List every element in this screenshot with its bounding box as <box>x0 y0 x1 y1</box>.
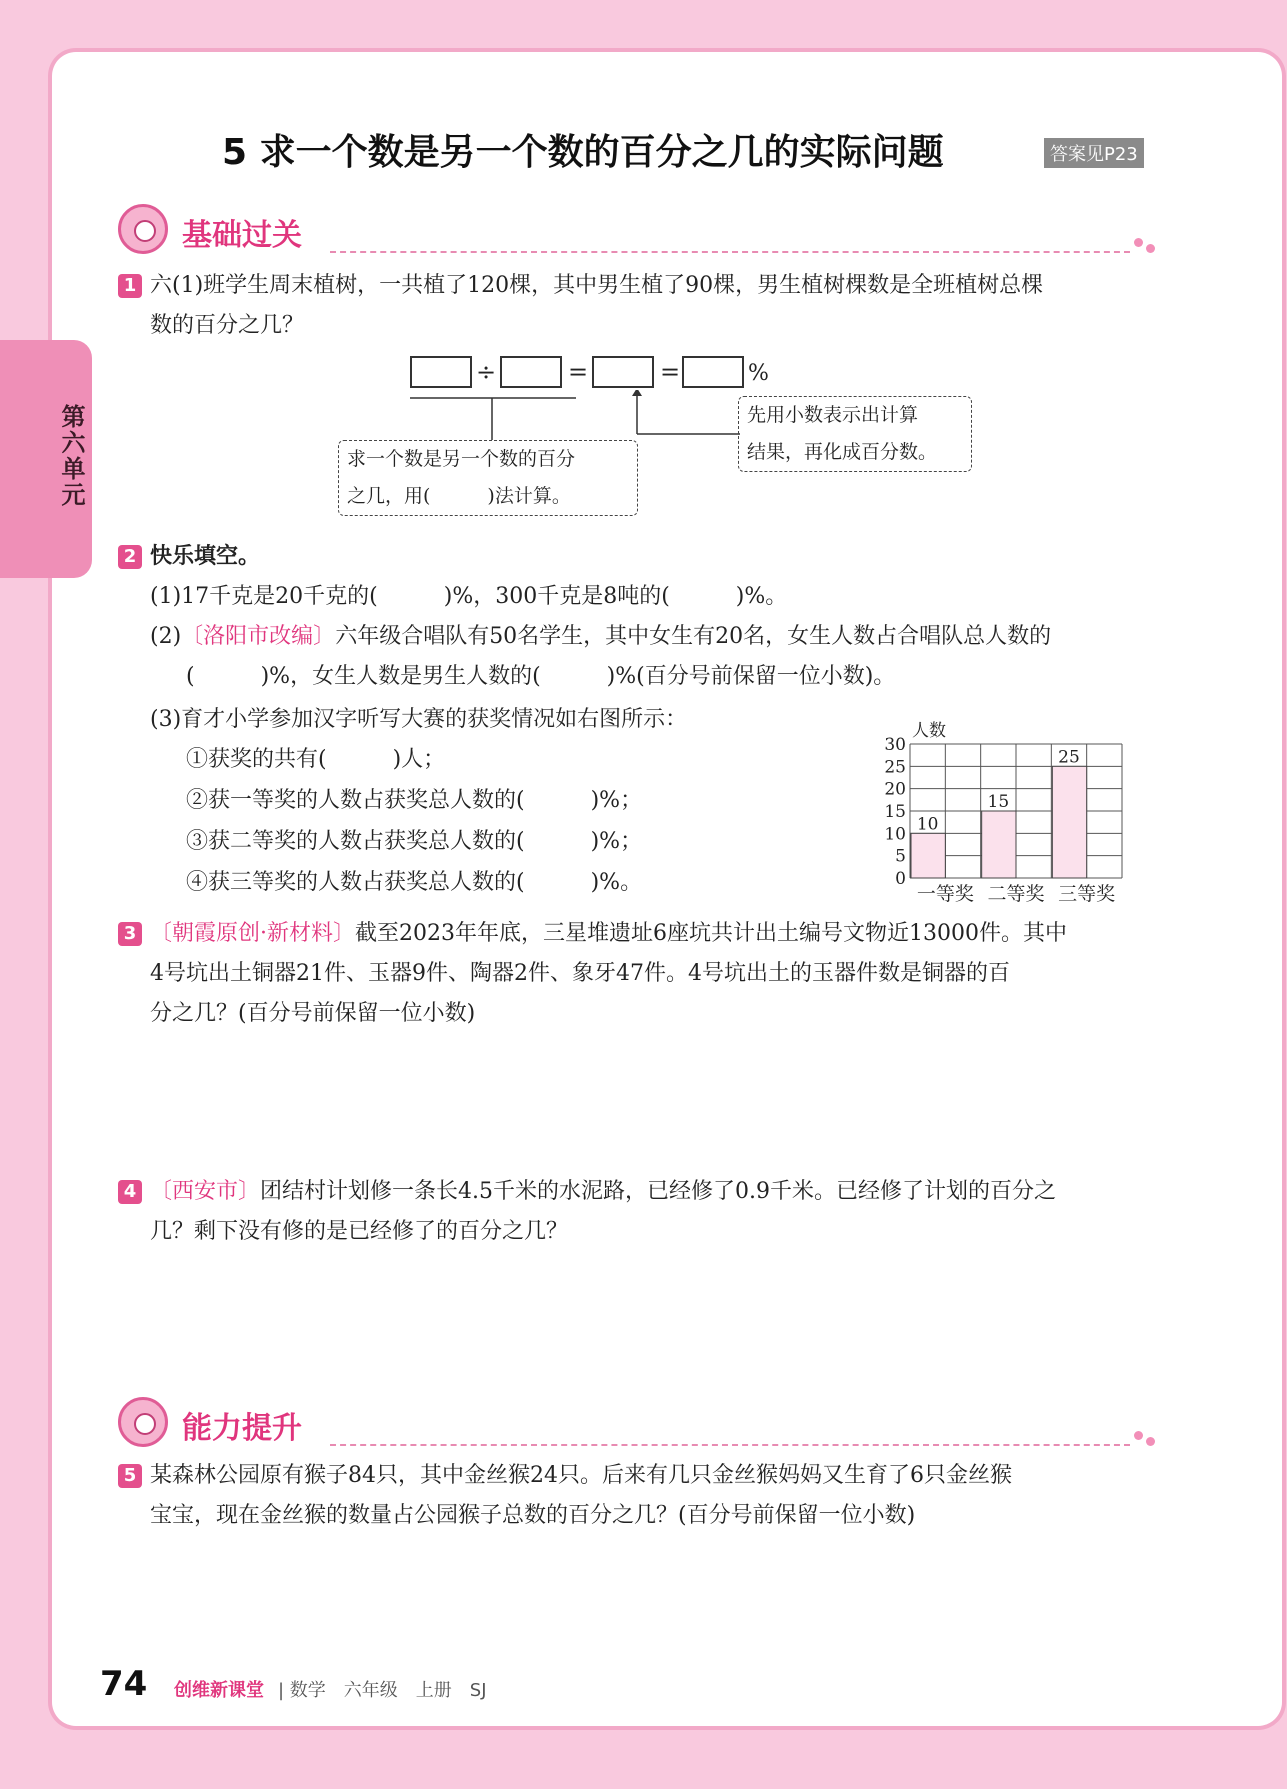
q2-part3-c: ③获二等奖的人数占获奖总人数的( )%； <box>186 829 643 854</box>
category-label: 二等奖 <box>987 883 1045 905</box>
source-tag: 〔朝霞原创·新材料〕 <box>150 921 355 946</box>
q2-part2-prefix: (2) <box>150 624 182 649</box>
q2-part3: (3)育才小学参加汉字听写大赛的获奖情况如右图所示： <box>150 707 688 732</box>
page-title: 5 求一个数是另一个数的百分之几的实际问题 <box>222 132 944 173</box>
hint-right-line2: 结果，再化成百分数。 <box>747 441 938 463</box>
bar-data-label: 25 <box>1058 747 1080 768</box>
unit-side-label: 第六单元 <box>57 404 85 508</box>
divide-sign: ÷ <box>476 358 497 386</box>
divider-dot <box>1134 1431 1143 1440</box>
footer-brand: 创维新课堂 <box>174 1680 264 1701</box>
equals-sign: = <box>568 358 589 386</box>
q3-line3: 分之几？(百分号前保留一位小数) <box>150 1001 476 1026</box>
q2-part3-d: ④获三等奖的人数占获奖总人数的( )%。 <box>186 870 643 895</box>
category-label: 三等奖 <box>1058 883 1116 905</box>
divider-dot <box>1134 238 1143 247</box>
q4-line1 <box>150 1172 1056 1212</box>
monkey-mascot-icon <box>118 1397 168 1447</box>
hint-right-line1: 先用小数表示出计算 <box>747 404 919 426</box>
q2-part2-line1 <box>150 617 1051 657</box>
q2-part1: (1)17千克是20千克的( )%，300千克是8吨的( )%。 <box>150 584 788 609</box>
y-tick-label: 10 <box>884 824 906 845</box>
q5-line2: 宝宝，现在金丝猴的数量占公园猴子总数的百分之几？(百分号前保留一位小数) <box>150 1503 916 1528</box>
unit-side-tab <box>0 340 92 578</box>
q3-line1 <box>150 914 1067 954</box>
q5-line1: 某森林公园原有猴子84只，其中金丝猴24只。后来有几只金丝猴妈妈又生育了6只金丝猴 <box>150 1463 1012 1488</box>
q2-heading: 快乐填空。 <box>150 544 261 569</box>
q4-line2: 几？剩下没有修的是已经修了的百分之几？ <box>150 1219 569 1244</box>
q1-text-line2: 数的百分之几？ <box>150 313 305 338</box>
bar-2 <box>982 811 1016 878</box>
question-number-2: 2 <box>118 545 142 569</box>
page-number: 74 <box>100 1664 148 1704</box>
answer-box-percent[interactable] <box>682 356 744 388</box>
category-label: 一等奖 <box>916 883 974 905</box>
question-number-1: 1 <box>118 274 142 298</box>
question-number-4: 4 <box>118 1180 142 1204</box>
y-tick-label: 25 <box>884 757 906 778</box>
section-title-basic: 基础过关 <box>182 218 302 253</box>
q3-line2: 4号坑出土铜器21件、玉器9件、陶器2件、象牙47件。4号坑出土的玉器件数是铜器的百 <box>150 961 1010 986</box>
source-tag: 〔洛阳市改编〕 <box>181 624 336 649</box>
section-divider <box>330 1444 1130 1446</box>
q2-part3-b: ②获一等奖的人数占获奖总人数的( )%； <box>186 788 643 813</box>
section-title-advanced: 能力提升 <box>182 1411 302 1446</box>
percent-sign: % <box>748 361 769 386</box>
answer-box-divisor[interactable] <box>500 356 562 388</box>
footer-book-info: | 数学 六年级 上册 SJ <box>278 1680 487 1701</box>
y-tick-label: 0 <box>895 869 906 889</box>
question-number-3: 3 <box>118 922 142 946</box>
y-tick-label: 30 <box>884 735 906 755</box>
award-bar-chart <box>870 710 1170 910</box>
question-number-5: 5 <box>118 1464 142 1488</box>
source-tag: 〔西安市〕 <box>150 1179 261 1204</box>
monkey-mascot-icon <box>118 204 168 254</box>
divider-dot <box>1146 244 1155 253</box>
q2-part2-line2: ( )%，女生人数是男生人数的( )%(百分号前保留一位小数)。 <box>186 664 896 689</box>
divider-dot <box>1146 1437 1155 1446</box>
q1-text-line1: 六(1)班学生周末植树，一共植了120棵，其中男生植了90棵，男生植树棵数是全班植树总棵 <box>150 273 1044 298</box>
hint-left-line2: 之几，用( )法计算。 <box>347 485 571 507</box>
hint-left-line1: 求一个数是另一个数的百分 <box>347 448 576 470</box>
bar-1 <box>911 833 945 878</box>
bar-data-label: 10 <box>916 814 939 835</box>
bar-data-label: 15 <box>987 792 1010 812</box>
answer-box-dividend[interactable] <box>410 356 472 388</box>
q2-part2-text: 六年级合唱队有50名学生，其中女生有20名，女生人数占合唱队总人数的 <box>335 624 1052 649</box>
answer-reference-badge: 答案见P23 <box>1044 138 1144 168</box>
bar-3 <box>1052 766 1086 878</box>
q3-line1-text: 截至2023年年底，三星堆遗址6座坑共计出土编号文物近13000件。其中 <box>355 921 1067 946</box>
answer-box-decimal[interactable] <box>592 356 654 388</box>
section-divider <box>330 251 1130 253</box>
q4-line1-text: 团结村计划修一条长4.5千米的水泥路，已经修了0.9千米。已经修了计划的百分之 <box>260 1179 1056 1204</box>
y-axis-label: 人数 <box>912 721 946 741</box>
y-tick-label: 5 <box>895 846 906 867</box>
equals-sign: = <box>660 358 681 386</box>
y-tick-label: 20 <box>884 779 906 800</box>
y-tick-label: 15 <box>884 802 906 822</box>
q2-part3-a: ①获奖的共有( )人； <box>186 747 446 772</box>
hint-note-right <box>738 396 972 472</box>
hint-note-left <box>338 440 638 516</box>
